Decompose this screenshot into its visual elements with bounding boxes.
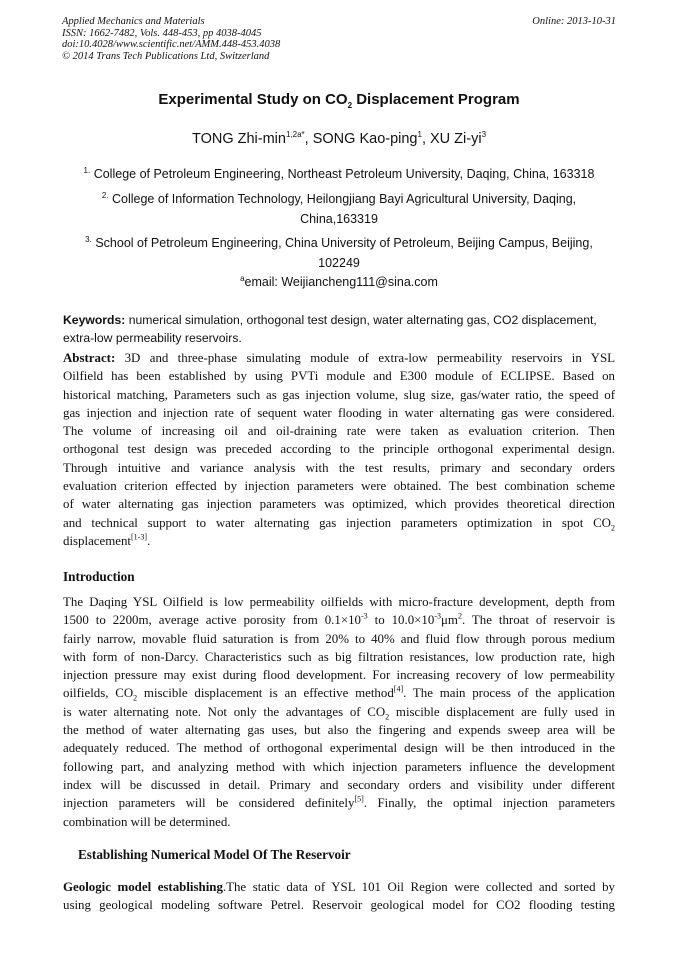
issn-line: ISSN: 1662-7482, Vols. 448-453, pp 4038-4045	[62, 27, 262, 39]
affiliation-2: $^{2.}$ College of Information Technology, Heilongjiang Bayi Agricultural University, Daqing, China,163319	[101, 190, 577, 226]
running-header	[62, 16, 616, 62]
email-address[interactable]: email: Weijiancheng111@sina.com	[244, 275, 438, 289]
introduction-body: The Daqing YSL Oilfield is low permeability oilfields with micro-fracture development, depth from 1500 to 2200m, average active porosity from $0.1\times 10^{-3}$ to $10.0\times 10^{-3}\mu m^2$. The throat of reservoir is fairly narrow, movable fluid saturation is from 20% to 40% and fluid flow through porous medium with form of non-Darcy. Characteristics such as big filtration resistances, low production rate, high injection pressure may exist during flood development. For increasing recovery of low permeability oilfields, $CO_2$ miscible displacement is an effective method[4]. The main process of the application is water alternating note. Not only the advantages of $CO_2$ miscible displacement are fully used in the method of water alternating gas uses, but also the fingering and expends sweep area will be adequately reduced. The method of orthogonal experimental design will be then introduced in the following part, and analyzing method with which injection parameters influence the development index will be discussed in detail. Primary and secondary orders and visibility under different injection parameters will be considered definitely[5]. Finally, the optimal injection parameters combination will be determined.	[63, 595, 616, 829]
affiliation-1: $^{1.}$ College of Petroleum Engineering, Northeast Petroleum University, Daqing, China, 163318	[83, 165, 595, 181]
email-line: $^a$email: Weijiancheng111@sina.com	[240, 273, 438, 289]
abstract-label: Abstract:	[63, 351, 116, 365]
introduction-heading: Introduction	[63, 569, 135, 584]
geologic-model-label: Geologic model establishing	[63, 880, 223, 894]
abstract: Abstract: 3D and three-phase simulating module of extra-low permeability reservoirs in YSL Oilfield has been established by using PVTi module and E300 module of ECLIPSE. Based on historical matching, Parameters such as gas injection volume, slug size, gas/water ratio, the speed of gas injection and injection rate of sequent water flooding in water alternating gas were considered. The volume of increasing oil and oil-draining rate were taken as evaluation criterion. Then orthogonal test design was preceded according to the principle orthogonal experimental design. Through intuitive and variance analysis with the test results, primary and secondary orders evaluation criterion effected by injection parameters were obtained. The best combination scheme of water alternating gas injection parameters was optimized, which provides theoretical direction and technical support to water alternating gas injection parameters optimization in spot $CO_2$ displacement[1-3].	[63, 351, 615, 548]
doi-line: doi:10.4028/www.scientific.net/AMM.448-453.4038	[62, 39, 281, 50]
journal-name: Applied Mechanics and Materials	[62, 16, 205, 27]
keywords: Keywords: numerical simulation, orthogonal test design, water alternating gas, CO2 displacement, extra-low permeability reservoirs.	[63, 313, 597, 345]
author-list: TONG Zhi-$\min^{1,2a*}$, SONG Kao-ping$^1$, XU $Zi-yi^3$	[191, 130, 487, 147]
affiliation-3: $^{3.}$ School of Petroleum Engineering, China University of Petroleum, Beijing Campus, Beijing, 102249	[85, 234, 593, 270]
online-date: Online: 2013-10-31	[532, 16, 616, 27]
paper-title: Experimental Study on $CO_2$ Displacement Program	[158, 91, 520, 110]
section-heading-numerical-model: Establishing Numerical Model Of The Reservoir	[78, 847, 351, 862]
copyright-line: © 2014 Trans Tech Publications Ltd, Switzerland	[62, 50, 270, 62]
keywords-label: Keywords:	[63, 313, 126, 327]
section-body: Geologic model establishing.The static data of YSL 101 Oil Region were collected and sorted by using geological modeling software Petrel. Reservoir geological model for CO2 flooding testing	[63, 880, 615, 913]
